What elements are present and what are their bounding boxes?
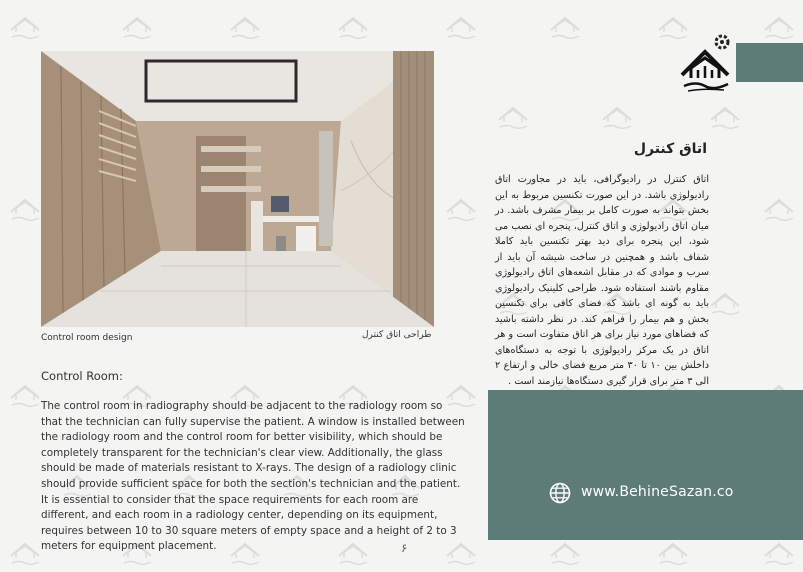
- persian-body-text: اتاق کنترل در رادیوگرافی، باید در مجاورت اتاق رادیولوژی باشد. در این صورت تکنسین مربوط به این بخش بتواند به صورت کامل بر بیمار مشرف باشد. در میان اتاق رادیولوژی و اتاق کنترل، پنجره ای نصب می شود، این پنجره برای دید بهتر تکنسین باید کاملا شفاف باشد و همچنین در ساخت شیشه آن باید از سرب و موادی که در مقابل اشعه‌های اتاق رادیولوژی مقاوم باشند استفاده شود. طراحی کلینیک رادیولوژی باید به گونه ای باشد که فضای کافی برای تکنسین بخش و هم بیمار را فراهم کند. در نظر داشته باشید که فضاهای مورد نیاز برای هر اتاق متفاوت است و هر اتاق در یک مرکز رادیولوژی با توجه به دستگاه‌های داخلش بین ۱۰ تا ۳۰ متر مربع فضای خالی و ارتفاع ۲ الی ۳ متر برای قرار گیری دستگاه‌ها نیازمند است .: [495, 174, 709, 387]
- page-number: ۶: [401, 541, 408, 555]
- persian-section-title: اتاق کنترل: [633, 141, 707, 157]
- logo-watermark: [762, 14, 796, 42]
- logo-watermark: [8, 382, 42, 410]
- photo-caption-english: Control room design: [41, 333, 133, 343]
- logo-watermark: [336, 14, 370, 42]
- logo-watermark: [656, 540, 690, 568]
- logo-watermark: [762, 196, 796, 224]
- contact-panel: [488, 390, 803, 540]
- photo-caption-persian: طراحی اتاق کنترل: [362, 330, 432, 340]
- logo-watermark: [600, 104, 634, 132]
- logo-watermark: [708, 290, 742, 318]
- logo-watermark: [708, 104, 742, 132]
- english-section-title: Control Room:: [41, 369, 123, 383]
- accent-tab: [736, 43, 803, 82]
- english-body-text: The control room in radiography should be adjacent to the radiology room so that the technician can fully supervise the patient. A window is installed between the radiology room and the control room for better visibility, which should be completely transparent for the technician's clear view. Additionally, the glass should be made of materials resistant to X-rays. The design of a radiology clinic should provide sufficient space for both the section's technician and the patient. It is essential to consider that the space requirements for each room are different, and each room in a radiology center, depending on its equipment, requires between 10 to 30 square meters of empty space and a height of 2 to 3 meters for equipment placement.: [41, 400, 465, 553]
- logo-watermark: [8, 540, 42, 568]
- logo-watermark: [444, 14, 478, 42]
- logo-watermark: [120, 14, 154, 42]
- logo-watermark: [8, 196, 42, 224]
- logo-watermark: [548, 14, 582, 42]
- logo-watermark: [8, 14, 42, 42]
- logo-watermark: [496, 104, 530, 132]
- control-room-photo: [41, 51, 434, 327]
- behine-sazan-logo: [678, 30, 732, 96]
- logo-watermark: [548, 540, 582, 568]
- logo-watermark: [444, 196, 478, 224]
- logo-watermark: [228, 14, 262, 42]
- logo-watermark: [762, 540, 796, 568]
- globe-icon: [549, 482, 571, 504]
- website-link[interactable]: www.BehineSazan.co: [581, 484, 734, 500]
